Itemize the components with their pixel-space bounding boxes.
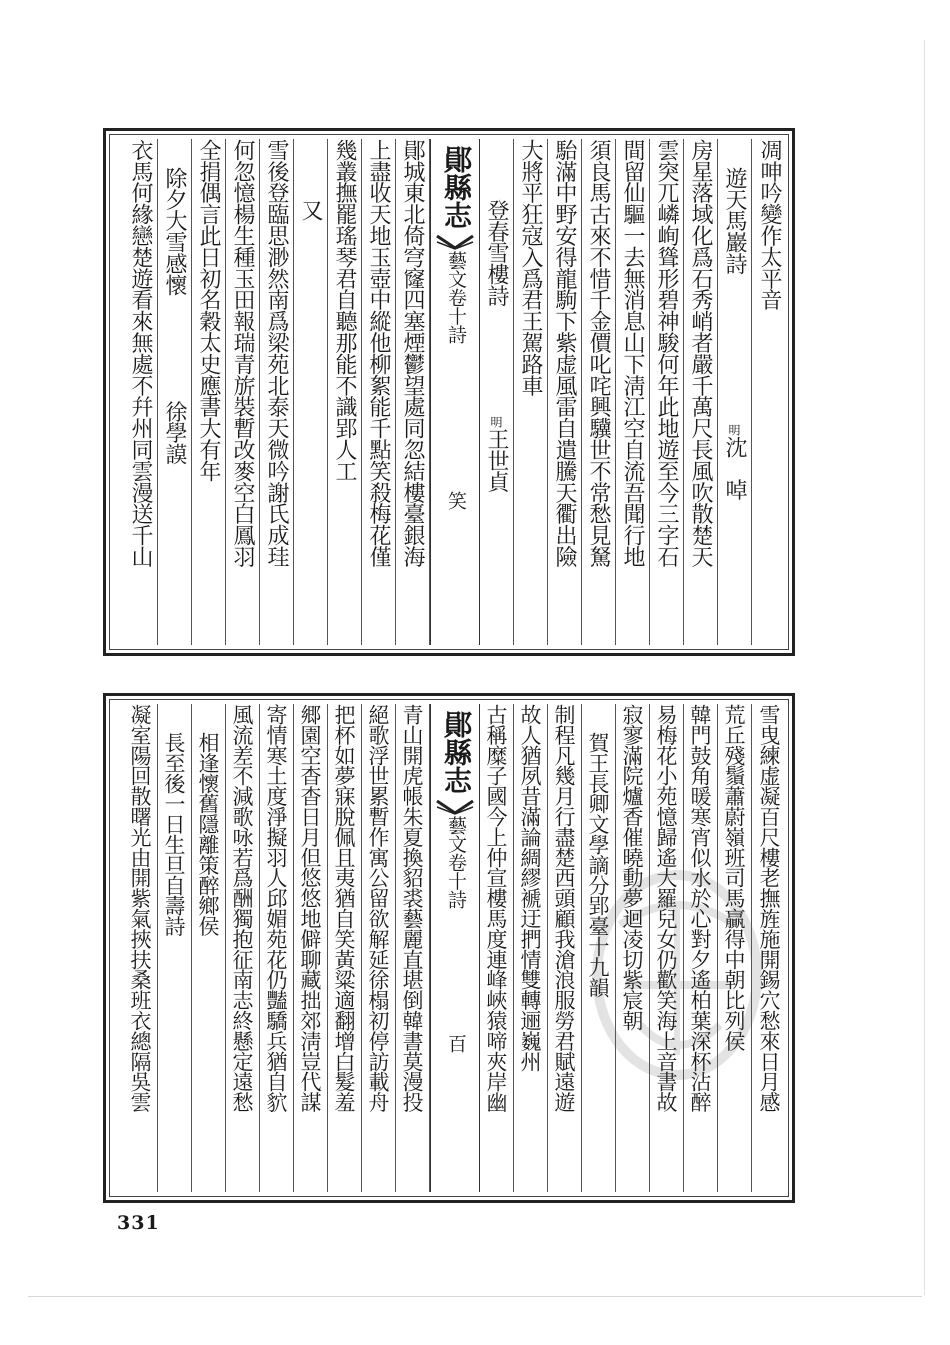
text-column: 絕歌浮世累暫作寓公留欲解延徐榻初停訪載舟	[362, 704, 396, 1192]
poem-title: 除夕大雪感懷	[162, 167, 187, 296]
poem-author: 徐學謨	[162, 400, 187, 465]
section-label: 藝文卷十詩	[445, 816, 467, 909]
top-columns	[112, 139, 786, 645]
poem-title-column	[718, 139, 752, 645]
text-column: 間留仙驅一去無消息山下淸江空自流吾聞行地	[616, 139, 650, 645]
text-column: 須良馬古來不惜千金價叱咤興驥世不常愁見駑	[582, 139, 616, 645]
text-column: 鄖城東北倚穹窿四塞煙鬱望處同忽結樓臺銀海	[396, 139, 430, 645]
text-column: 寂寥滿院爐香催曉動夢迴凌切紫宸朝	[616, 704, 650, 1192]
text-column: 雪後登臨思渺然南爲梁苑北泰天微吟謝氏成珪	[260, 139, 294, 645]
text-column: 房星落域化爲石秀峭者嚴千萬尺長風吹散楚天	[684, 139, 718, 645]
text-column: 又	[294, 139, 328, 645]
text-column: 雲突兀嶙峋聳形碧神駿何年此地遊至今三字石	[650, 139, 684, 645]
center-fold	[430, 139, 480, 645]
text-column: 全捐偶言此日初名穀太史應書大有年	[192, 139, 226, 645]
poem-author: 沈 啅	[722, 436, 747, 501]
book-title: 鄖縣志	[440, 710, 473, 794]
text-column: 郷園空杳杳日月但悠悠地僻聊藏拙郊淸豈代謀	[294, 704, 328, 1192]
scan-edge-line	[924, 40, 925, 1295]
text-column: 制程凡幾月行盡楚西頭顧我滄浪服勞君賦遠遊	[548, 704, 582, 1192]
text-column: 古稱糜子國今上仲宣樓馬度連峰峽猿啼夾岸幽	[480, 704, 514, 1192]
section-label: 藝文卷十詩	[445, 251, 467, 344]
fish-tail-mark-icon	[435, 234, 475, 250]
text-column: 凝室陽回散曙光由開紫氣挾扶桑班衣總隔吳雲	[124, 704, 158, 1192]
poem-title-column	[158, 139, 192, 645]
dynasty-note: 明	[489, 416, 503, 429]
top-page-block	[103, 128, 795, 656]
scan-edge-line	[28, 1296, 922, 1297]
text-column: 把杯如夢寐脫佩且夷猶自笑黃粱適翻增白髮羞	[328, 704, 362, 1192]
text-column: 易梅花小苑憶歸遙大羅兒女仍歡笑海上音書故	[650, 704, 684, 1192]
poem-author: 王世貞	[484, 428, 509, 493]
text-column: 幾叢撫罷瑤琴君自聽那能不識郢人工	[328, 139, 362, 645]
text-column: 大將平狂寇入爲君王駕路車	[514, 139, 548, 645]
page-number: 331	[117, 1212, 160, 1234]
text-column: 故人猶夙昔滿論綢繆褫迂捫情雙轉逦巍州	[514, 704, 548, 1192]
text-column: 衣馬何緣戀楚遊看來無處不幷州同雲漫送千山	[124, 139, 158, 645]
fish-tail-mark-icon	[435, 799, 475, 815]
leaf-number: 笑	[445, 491, 467, 510]
text-column: 何忽憶楊生種玉田報瑞青旂裝暫改麥空白鳳羽	[226, 139, 260, 645]
text-column: 凋呻吟變作太平音	[757, 139, 782, 311]
text-column: 雪曳練虚凝百尺樓老撫旌施開錫穴愁來日月感	[757, 704, 781, 1113]
text-column: 風流差不減歌咏若爲酬獨抱征南志終懸定遠愁	[226, 704, 260, 1192]
center-fold	[430, 704, 480, 1192]
text-column: 韓門鼓角暖寒宵似水於心對夕遙柏葉深杯沾醉	[684, 704, 718, 1192]
book-title: 鄖縣志	[440, 145, 473, 229]
poem-title: 登春雪樓詩	[484, 199, 509, 307]
text-column: 青山開虎帳朱夏換貂裘藝麗直堪倒韓書莫漫投	[396, 704, 430, 1192]
text-column: 相逢懷舊隱離策醉鄉侯	[192, 704, 226, 1192]
poem-title-column: 賀王長卿文學謫分郢臺十九韻	[582, 704, 616, 1192]
dynasty-note: 明	[727, 424, 741, 437]
text-column: 荒丘殘鬚蕭蔚嶺班司馬贏得中朝比列侯	[718, 704, 752, 1192]
text-column: 上盡收天地玉壺中縱他柳絮能千點笑殺梅花僅	[362, 139, 396, 645]
text-column: 駘滿中野安得龍駒下紫虚風雷自遣騰天衢出險	[548, 139, 582, 645]
poem-title-column	[480, 139, 514, 645]
poem-title: 遊天馬巖詩	[722, 167, 747, 275]
poem-title-column: 長至後一日生旦自壽詩	[158, 704, 192, 1192]
bottom-page-block	[103, 693, 795, 1203]
bottom-columns	[112, 704, 786, 1192]
text-column: 寄情寒土度淨擬羽人邱媚苑花仍豔驕兵猶自貁	[260, 704, 294, 1192]
leaf-number: 百	[445, 1034, 467, 1053]
